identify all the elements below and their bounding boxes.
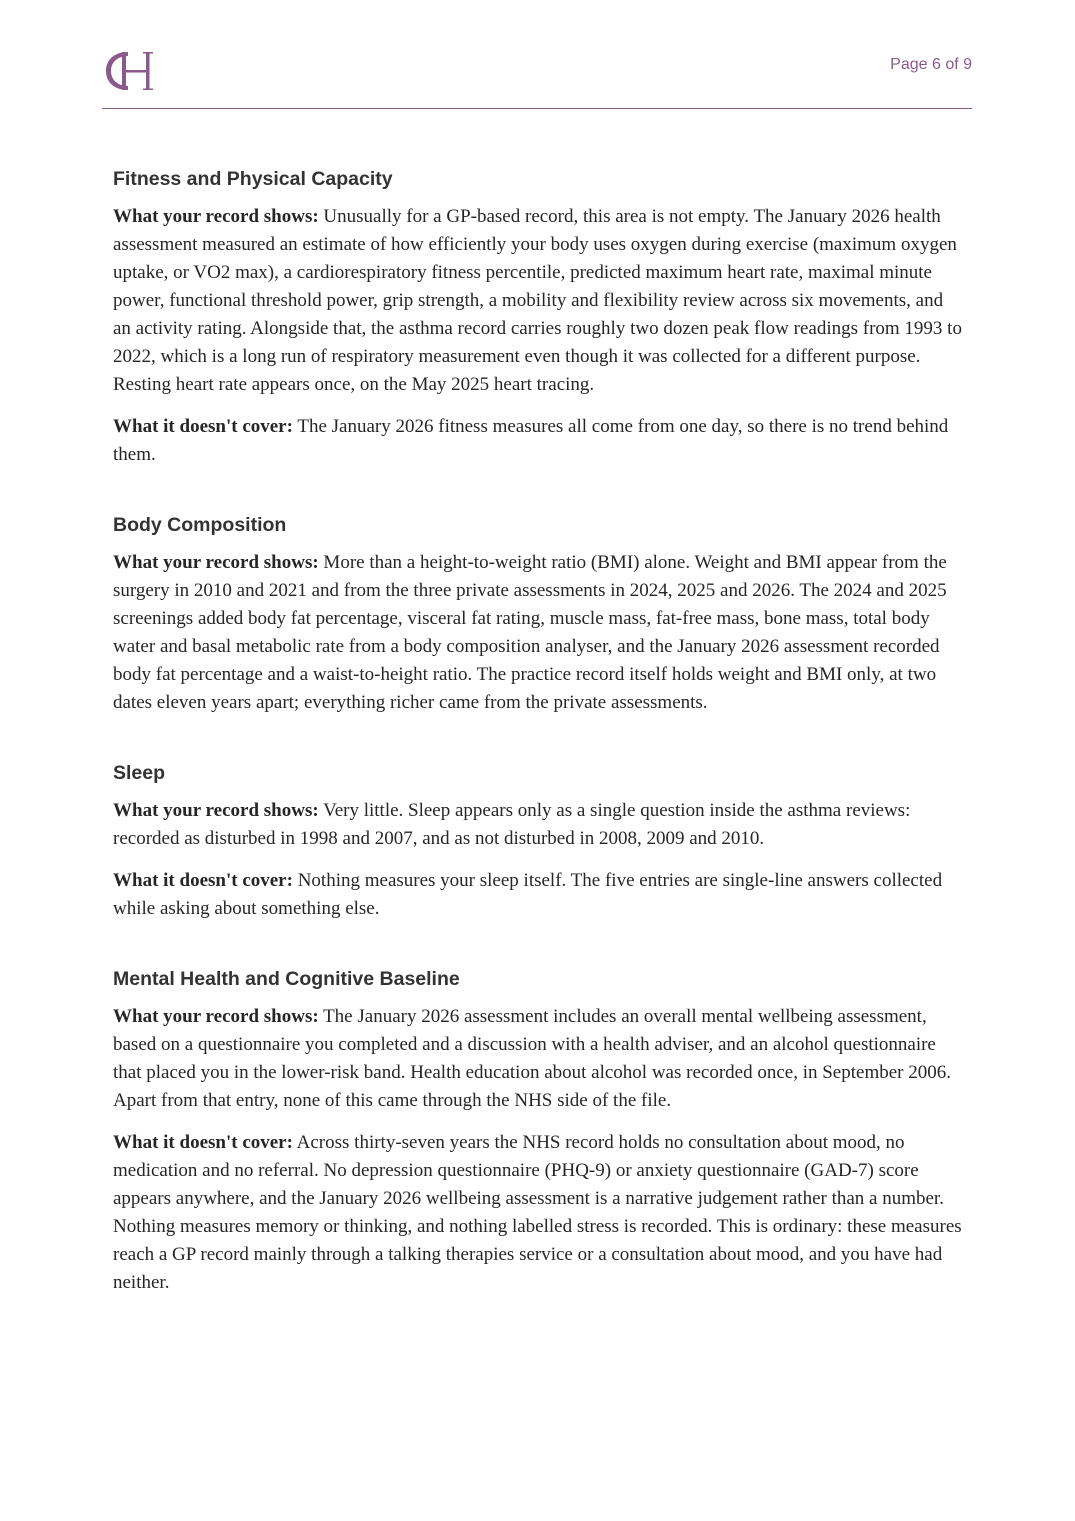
paragraph-text: The January 2026 fitness measures all come from one day, so there is no trend behind them.: [113, 416, 949, 465]
section-paragraph: [113, 797, 963, 853]
section-paragraph: [113, 549, 963, 717]
paragraph-label: What your record shows:: [113, 1006, 319, 1027]
document-body: [113, 167, 963, 1341]
section-heading: Body Composition: [113, 514, 287, 536]
paragraph-label: What your record shows:: [113, 552, 319, 573]
paragraph-text: Very little. Sleep appears only as a single question inside the asthma reviews: recorded as disturbed in 1998 and 2007, and as not disturbed in 2008, 2009 and 2010.: [113, 800, 911, 849]
section-fitness: [113, 167, 963, 469]
section-mental-health: [113, 967, 963, 1297]
section-heading: Mental Health and Cognitive Baseline: [113, 968, 460, 990]
section-heading: Sleep: [113, 762, 166, 784]
page-header: [102, 40, 972, 109]
paragraph-label: What it doesn't cover:: [113, 1132, 293, 1153]
section-paragraph: [113, 867, 963, 923]
ch-logo-icon: [102, 48, 162, 94]
paragraph-text: Across thirty-seven years the NHS record holds no consultation about mood, no medication and no referral. No depression questionnaire (PHQ-9) or anxiety questionnaire (GAD-7) score appears anywhere, and the January 2026 wellbeing assessment is a narrative judgement rather than a number. Nothing measures memory or thinking, and nothing labelled stress is recorded. This is ordinary: these measures reach a GP record mainly through a talking therapies service or a consultation about mood, and you have had neither.: [113, 1132, 962, 1293]
paragraph-text: Unusually for a GP-based record, this area is not empty. The January 2026 health assessment measured an estimate of how efficiently your body uses oxygen during exercise (maximum oxygen uptake, or VO2 max), a cardiorespiratory fitness percentile, predicted maximum heart rate, maximal minute power, functional threshold power, grip strength, a mobility and flexibility review across six movements, and an activity rating. Alongside that, the asthma record carries roughly two dozen peak flow readings from 1993 to 2022, which is a long run of respiratory measurement even though it was collected for a different purpose. Resting heart rate appears once, on the May 2025 heart tracing.: [113, 206, 962, 395]
paragraph-text: The January 2026 assessment includes an overall mental wellbeing assessment, based on a questionnaire you completed and a discussion with a health adviser, and an alcohol questionnaire that placed you in the lower-risk band. Health education about alcohol was recorded once, in September 2006. Apart from that entry, none of this came through the NHS side of the file.: [113, 1006, 951, 1111]
paragraph-label: What your record shows:: [113, 800, 319, 821]
section-paragraph: [113, 1003, 963, 1115]
section-sleep: [113, 761, 963, 923]
section-heading: Fitness and Physical Capacity: [113, 168, 393, 190]
section-body-composition: [113, 513, 963, 717]
paragraph-label: What it doesn't cover:: [113, 416, 293, 437]
page-number: Page 6 of 9: [890, 56, 972, 73]
section-paragraph: [113, 1129, 963, 1297]
section-paragraph: [113, 203, 963, 399]
paragraph-text: More than a height-to-weight ratio (BMI) alone. Weight and BMI appear from the surgery in 2010 and 2021 and from the three private assessments in 2024, 2025 and 2026. The 2024 and 2025 screenings added body fat percentage, visceral fat rating, muscle mass, fat-free mass, bone mass, total body water and basal metabolic rate from a body composition analyser, and the January 2026 assessment recorded body fat percentage and a waist-to-height ratio. The practice record itself holds weight and BMI only, at two dates eleven years apart; everything richer came from the private assessments.: [113, 552, 947, 713]
paragraph-label: What your record shows:: [113, 206, 319, 227]
section-paragraph: [113, 413, 963, 469]
paragraph-label: What it doesn't cover:: [113, 870, 293, 891]
paragraph-text: Nothing measures your sleep itself. The five entries are single-line answers collected while asking about something else.: [113, 870, 943, 919]
